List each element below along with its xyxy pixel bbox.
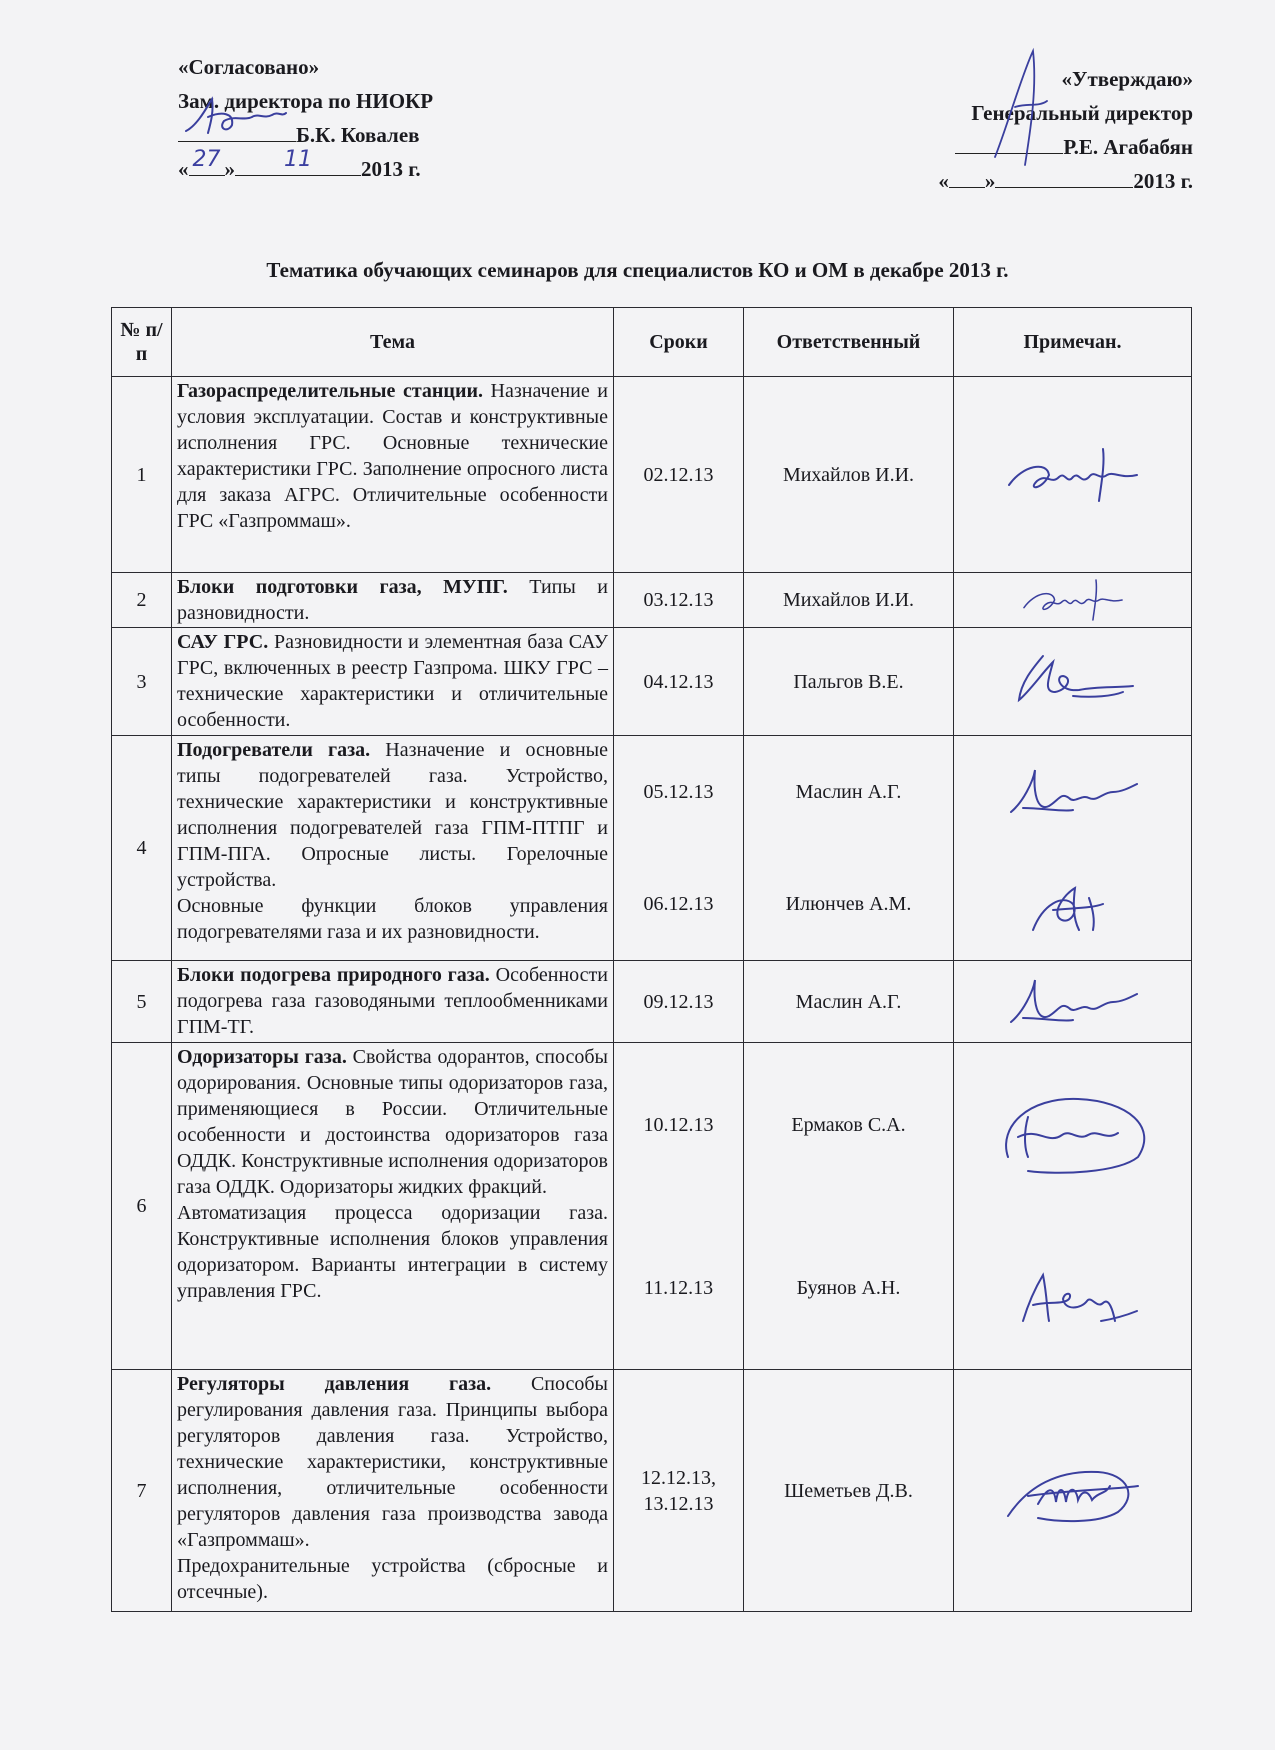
- topic-text: Особенности подогрева газа газоводяными теплообменниками ГПМ-ТГ.: [177, 964, 609, 1038]
- approval-left-date: [178, 147, 433, 186]
- topic-heading: Подогреватели газа.: [177, 739, 371, 761]
- signature: [1003, 652, 1143, 712]
- approval-left-year: 2013 г.: [361, 157, 421, 181]
- row-topic: [172, 628, 614, 736]
- signature-blank: [955, 133, 1063, 154]
- topic-heading: Одоризаторы газа.: [177, 1046, 347, 1068]
- approval-left: [178, 50, 433, 186]
- signature: [1003, 972, 1143, 1032]
- table-row: [112, 736, 1192, 961]
- table-row: [112, 1043, 1192, 1370]
- header-num: № п/п: [112, 308, 172, 377]
- row-note: [954, 961, 1192, 1043]
- table-row: [112, 573, 1192, 628]
- header-dates: Сроки: [614, 308, 744, 377]
- row-responsibles: [744, 736, 954, 961]
- row-date: 12.12.13,: [641, 1466, 716, 1489]
- row-responsible: Шеметьев Д.В.: [744, 1370, 954, 1612]
- seminar-schedule-table: [111, 307, 1192, 1612]
- table-row: [112, 1370, 1192, 1612]
- signature: [988, 1087, 1158, 1177]
- topic-text: Способы регулирования давления газа. Принципы выбора регуляторов давления газа. Устройство, технические характеристики, конструктивные исполнения, отличительные особенности регуляторов давления газа производства завода «Газпроммаш».: [177, 1373, 608, 1551]
- approval-left-name: Б.К. Ковалев: [296, 123, 420, 147]
- day-blank: [949, 167, 985, 188]
- row-dates: [614, 736, 744, 961]
- quote-open: «: [178, 157, 189, 181]
- signature: [1003, 577, 1143, 623]
- row-num: 7: [112, 1370, 172, 1612]
- header-notes: Примечан.: [954, 308, 1192, 377]
- row-date: 10.12.13: [643, 1113, 714, 1136]
- approval-right-name: Р.Е. Агабабян: [1063, 135, 1193, 159]
- row-num: 6: [112, 1043, 172, 1370]
- row-note: [954, 377, 1192, 573]
- row-responsibles: [744, 1043, 954, 1370]
- approval-right: [938, 62, 1193, 198]
- month-blank: [995, 167, 1133, 188]
- row-responsible: Михайлов И.И.: [744, 377, 954, 573]
- row-dates: [614, 1043, 744, 1370]
- signature: [1003, 762, 1143, 822]
- row-note: [954, 736, 1192, 961]
- row-responsible: Пальгов В.Е.: [744, 628, 954, 736]
- topic-text: Типы и разновидности.: [177, 576, 608, 624]
- approval-right-position: Генеральный директор: [971, 101, 1193, 125]
- signature-agababyan: [985, 47, 1065, 167]
- row-date: 02.12.13: [614, 377, 744, 573]
- row-num: 4: [112, 736, 172, 961]
- approval-left-position: Зам. директора по НИОКР: [178, 89, 434, 113]
- approval-right-heading: «Утверждаю»: [1061, 67, 1193, 91]
- row-topic: [172, 573, 614, 628]
- row-topic: [172, 961, 614, 1043]
- topic-heading: САУ ГРС.: [177, 631, 269, 653]
- table-header-row: [112, 308, 1192, 377]
- row-date-2: 13.12.13: [643, 1492, 714, 1515]
- row-responsible: Маслин А.Г.: [795, 781, 902, 803]
- topic-heading: Блоки подготовки газа, МУПГ.: [177, 576, 508, 598]
- day-blank: [189, 147, 225, 176]
- row-num: 3: [112, 628, 172, 736]
- row-date: 05.12.13: [643, 781, 714, 803]
- row-responsible: Маслин А.Г.: [744, 961, 954, 1043]
- row-num: 5: [112, 961, 172, 1043]
- row-responsible-2: Буянов А.Н.: [796, 1276, 901, 1299]
- row-note: [954, 1043, 1192, 1370]
- quote-close: »: [224, 157, 235, 181]
- topic-text-extra: Предохранительные устройства (сбросные и отсечные).: [177, 1555, 608, 1603]
- handwritten-month: 11: [284, 147, 312, 172]
- row-note: [954, 573, 1192, 628]
- row-responsible: Михайлов И.И.: [744, 573, 954, 628]
- topic-heading: Блоки подогрева природного газа.: [177, 964, 490, 986]
- row-date: 04.12.13: [614, 628, 744, 736]
- header-responsible: Ответственный: [744, 308, 954, 377]
- row-note: [954, 1370, 1192, 1612]
- signature-kovalev: [178, 95, 288, 139]
- approval-left-heading: «Согласовано»: [178, 55, 320, 79]
- approval-right-year: 2013 г.: [1133, 169, 1193, 193]
- row-dates: [614, 1370, 744, 1612]
- row-date: 03.12.13: [614, 573, 744, 628]
- signature: [1003, 1265, 1143, 1325]
- topic-text: Свойства одорантов, способы одорирования. Основные типы одоризаторов газа, применяющиеся в России. Отличительные особенности и достоинства одоризаторов газа ОДДК. Конструктивные исполнения одоризаторов газа ОДДК. Одоризаторы жидких фракций.: [177, 1046, 608, 1198]
- signature: [998, 1456, 1148, 1526]
- topic-heading: Газораспределительные станции.: [177, 380, 483, 402]
- row-responsible: Ермаков С.А.: [791, 1113, 906, 1136]
- row-note: [954, 628, 1192, 736]
- topic-heading: Регуляторы давления газа.: [177, 1373, 492, 1395]
- topic-text-extra: Автоматизация процесса одоризации газа. Конструктивные исполнения блоков управления одоризатором. Варианты интеграции в систему управления ГРС.: [177, 1202, 608, 1302]
- table-row: [112, 377, 1192, 573]
- approval-right-signature-line: [938, 130, 1193, 164]
- table-row: [112, 961, 1192, 1043]
- topic-text-extra: Основные функции блоков управления подогревателями газа и их разновидности.: [177, 895, 608, 943]
- table-row: [112, 628, 1192, 736]
- handwritten-day: 27: [192, 147, 221, 172]
- topic-text: Назначение и условия эксплуатации. Состав и конструктивные исполнения ГРС. Основные технические характеристики ГРС. Заполнение опросного листа для заказа АГРС. Отличительные особенности ГРС «Газпроммаш».: [177, 380, 608, 532]
- header-topic: Тема: [172, 308, 614, 377]
- row-topic: [172, 1043, 614, 1370]
- topic-text: Разновидности и элементная база САУ ГРС, включенных в реестр Газпрома. ШКУ ГРС – технические характеристики и отличительные особенности.: [177, 631, 608, 731]
- document-title: Тематика обучающих семинаров для специалистов КО и ОМ в декабре 2013 г.: [266, 258, 1009, 282]
- signature-blank: [178, 121, 296, 142]
- row-topic: [172, 736, 614, 961]
- row-date-2: 06.12.13: [643, 893, 714, 915]
- row-date: 09.12.13: [614, 961, 744, 1043]
- month-blank: [235, 147, 361, 176]
- row-num: 1: [112, 377, 172, 573]
- row-topic: [172, 1370, 614, 1612]
- row-date-2: 11.12.13: [643, 1276, 714, 1299]
- row-num: 2: [112, 573, 172, 628]
- topic-text: Назначение и основные типы подогревателей газа. Устройство, технические характеристики и конструктивные исполнения подогревателей газа ГПМ-ПТПГ и ГПМ-ПГА. Опросные листы. Горелочные устройства.: [177, 739, 608, 891]
- signature: [1003, 874, 1143, 934]
- approval-right-date: « » 2013 г.: [938, 169, 1193, 193]
- signature: [1003, 445, 1143, 505]
- row-topic: [172, 377, 614, 573]
- row-responsible-2: Илюнчев А.М.: [785, 893, 912, 915]
